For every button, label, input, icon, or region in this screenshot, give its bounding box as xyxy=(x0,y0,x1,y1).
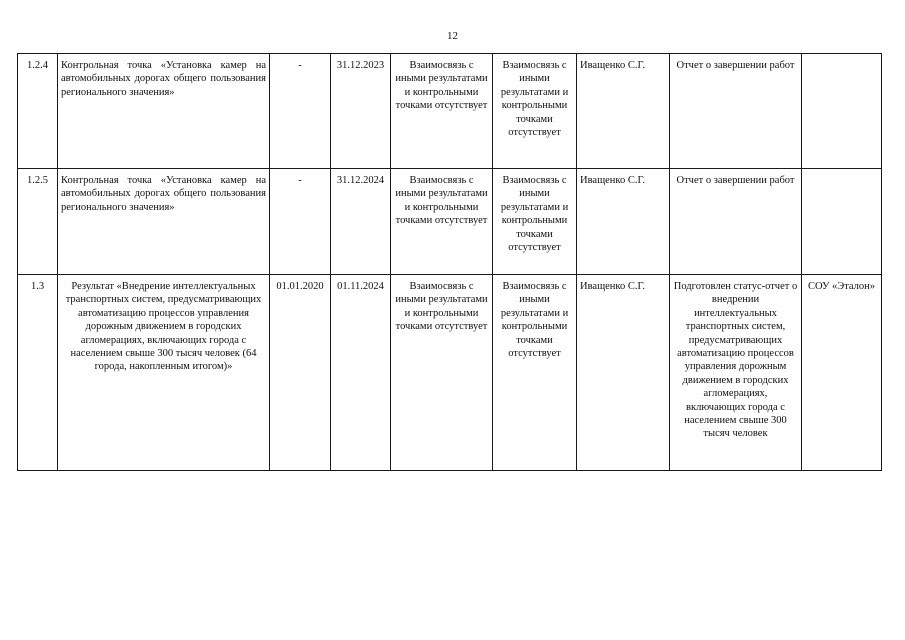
row-start-date: 01.01.2020 xyxy=(270,275,331,471)
row-number: 1.2.5 xyxy=(18,169,58,275)
row-name: Контрольная точка «Установка камер на автомобильных дорогах общего пользования регионального значения» xyxy=(58,169,270,275)
row-dependency-previous: Взаимосвязь с иными результатами и контрольными точками отсутствует xyxy=(391,275,493,471)
table-row xyxy=(18,275,882,471)
row-document: Подготовлен статус-отчет о внедрении интеллектуальных транспортных систем, предусматривающих автоматизацию процессов управления дорожным движением в городских агломерациях, включающих города с населением свыше 300 тысяч человек xyxy=(670,275,802,471)
row-system xyxy=(802,169,882,275)
row-name: Результат «Внедрение интеллектуальных транспортных систем, предусматривающих автоматизацию процессов управления дорожным движением в городских агломерациях, включающих города с населением свыше 300 тысяч человек (64 города, накопленным итогом)» xyxy=(58,275,270,471)
row-start-date: - xyxy=(270,54,331,169)
row-end-date: 31.12.2024 xyxy=(331,169,391,275)
row-document: Отчет о завершении работ xyxy=(670,54,802,169)
table-row xyxy=(18,169,882,275)
row-responsible: Иващенко С.Г. xyxy=(577,169,670,275)
row-name: Контрольная точка «Установка камер на автомобильных дорогах общего пользования регионального значения» xyxy=(58,54,270,169)
page-number: 12 xyxy=(447,30,458,42)
row-number: 1.2.4 xyxy=(18,54,58,169)
row-responsible: Иващенко С.Г. xyxy=(577,54,670,169)
row-end-date: 01.11.2024 xyxy=(331,275,391,471)
row-document: Отчет о завершении работ xyxy=(670,169,802,275)
table-row xyxy=(18,54,882,169)
row-dependency-next: Взаимосвязь с иными результатами и контрольными точками отсутствует xyxy=(493,275,577,471)
control-points-table xyxy=(17,53,882,471)
row-responsible: Иващенко С.Г. xyxy=(577,275,670,471)
row-system: СОУ «Эталон» xyxy=(802,275,882,471)
row-dependency-next: Взаимосвязь с иными результатами и контрольными точками отсутствует xyxy=(493,54,577,169)
row-start-date: - xyxy=(270,169,331,275)
row-dependency-next: Взаимосвязь с иными результатами и контрольными точками отсутствует xyxy=(493,169,577,275)
row-system xyxy=(802,54,882,169)
row-end-date: 31.12.2023 xyxy=(331,54,391,169)
row-number: 1.3 xyxy=(18,275,58,471)
row-dependency-previous: Взаимосвязь с иными результатами и контрольными точками отсутствует xyxy=(391,54,493,169)
row-dependency-previous: Взаимосвязь с иными результатами и контрольными точками отсутствует xyxy=(391,169,493,275)
